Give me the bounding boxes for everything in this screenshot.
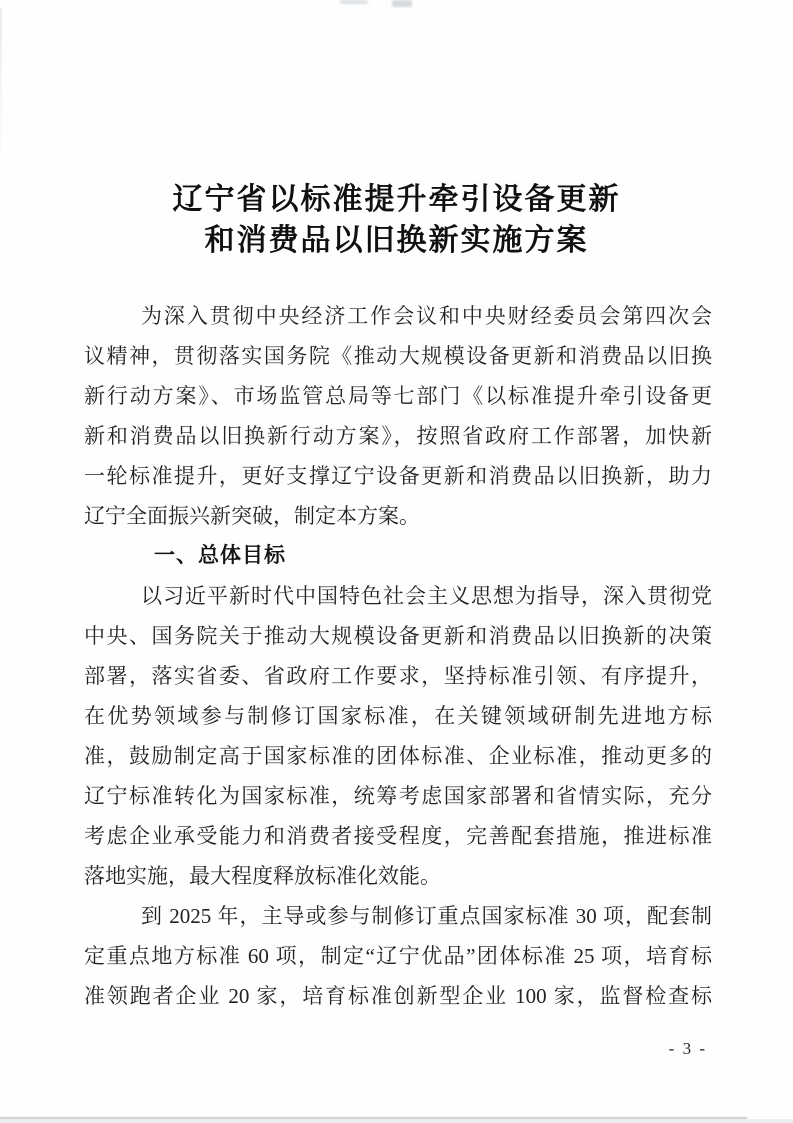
text-line: 在优势领域参与制修订国家标准，在关键领域研制先进地方标 [84, 704, 712, 728]
text-line: 辽宁标准转化为国家标准，统筹考虑国家部署和省情实际，充分 [84, 784, 712, 808]
document-title-line-1: 辽宁省以标准提升牵引设备更新 [172, 183, 621, 216]
scan-artifact [340, 0, 368, 4]
text-line: 新和消费品以旧换新行动方案》，按照省政府工作部署，加快新 [84, 424, 712, 448]
text-line: 辽宁全面振兴新突破，制定本方案。 [84, 504, 420, 528]
scan-edge-shadow [0, 8, 2, 178]
section-heading [84, 536, 712, 576]
document-title [0, 179, 793, 261]
text-line: 为深入贯彻中央经济工作会议和中央财经委员会第四次会 [141, 304, 712, 328]
text-line: 以习近平新时代中国特色社会主义思想为指导，深入贯彻党 [141, 584, 712, 608]
text-line: 落地实施，最大程度释放标准化效能。 [84, 864, 441, 888]
text-line: 考虑企业承受能力和消费者接受程度，完善配套措施，推进标准 [84, 824, 712, 848]
paragraph [84, 296, 712, 536]
text-line: 准，鼓励制定高于国家标准的团体标准、企业标准，推动更多的 [84, 744, 712, 768]
scan-artifact [392, 0, 412, 7]
paragraph [84, 576, 712, 896]
paragraph [84, 896, 712, 1016]
text-line: 到 2025 年，主导或参与制修订重点国家标准 30 项，配套制 [141, 904, 712, 928]
page-number: - 3 - [668, 1039, 707, 1058]
text-line: 中央、国务院关于推动大规模设备更新和消费品以旧换新的决策 [84, 624, 712, 648]
text-line: 准领跑者企业 20 家，培育标准创新型企业 100 家，监督检查标 [84, 984, 712, 1008]
document-title-line-2: 和消费品以旧换新实施方案 [204, 224, 589, 257]
scan-edge-shadow [0, 1119, 793, 1123]
text-line: 一轮标准提升，更好支撑辽宁设备更新和消费品以旧换新，助力 [84, 464, 712, 488]
text-line: 定重点地方标准 60 项，制定“辽宁优品”团体标准 25 项，培育标 [84, 944, 712, 968]
text-line: 新行动方案》、市场监管总局等七部门《以标准提升牵引设备更 [84, 384, 712, 408]
text-line: 部署，落实省委、省政府工作要求，坚持标准引领、有序提升， [84, 664, 712, 688]
text-line: 一、总体目标 [154, 544, 286, 567]
text-line: 议精神，贯彻落实国务院《推动大规模设备更新和消费品以旧换 [84, 344, 712, 368]
document-body [84, 296, 712, 1016]
